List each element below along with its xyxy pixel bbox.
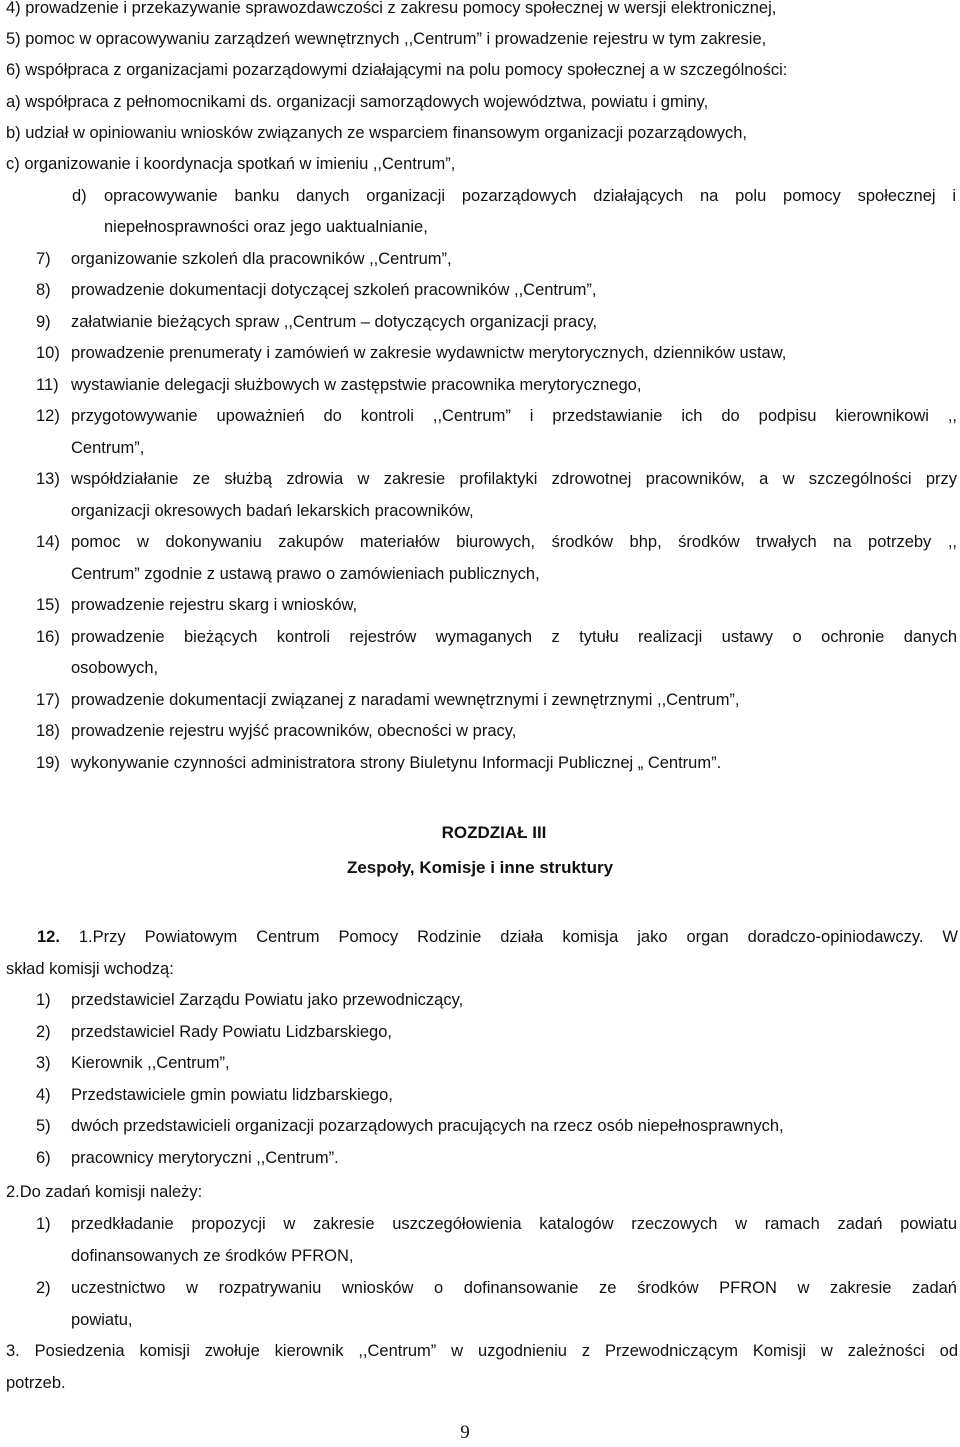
- list-number-19: 19): [36, 754, 60, 772]
- list-item-6c: c) organizowanie i koordynacja spotkań w imieniu ,,Centrum”,: [6, 155, 456, 173]
- list-number-7: 7): [36, 250, 51, 268]
- member-item: pracownicy merytoryczni ,,Centrum”.: [71, 1149, 339, 1167]
- section-12-intro: [6, 926, 958, 948]
- task-item: uczestnictwo w rozpatrywaniu wniosków o dofinansowanie ze środków PFRON w zakresie zadań: [71, 1279, 957, 1297]
- member-number: 3): [36, 1054, 51, 1072]
- member-number: 4): [36, 1086, 51, 1104]
- task-number: 2): [36, 1279, 51, 1297]
- member-item: Przedstawiciele gmin powiatu lidzbarskiego,: [71, 1086, 393, 1104]
- list-item-6: 6) współpraca z organizacjami pozarządowymi działającymi na polu pomocy społecznej a w szczególności:: [6, 61, 788, 79]
- member-number: 5): [36, 1117, 51, 1135]
- list-item-6a: a) współpraca z pełnomocnikami ds. organizacji samorządowych województwa, powiatu i gminy,: [6, 93, 709, 111]
- list-number-15: 15): [36, 596, 60, 614]
- member-number: 6): [36, 1149, 51, 1167]
- list-number-16: 16): [36, 628, 60, 646]
- list-item-13-cont: organizacji okresowych badań lekarskich pracowników,: [71, 502, 474, 520]
- list-number-17: 17): [36, 691, 60, 709]
- list-item-16-cont: osobowych,: [71, 659, 159, 677]
- member-item: przedstawiciel Zarządu Powiatu jako przewodniczący,: [71, 991, 464, 1009]
- list-item-6d: opracowywanie banku danych organizacji pozarządowych działających na polu pomocy społecznej i: [104, 187, 956, 205]
- task-item-cont: dofinansowanych ze środków PFRON,: [71, 1247, 354, 1265]
- list-item-6b: b) udział w opiniowaniu wniosków związanych ze wsparciem finansowym organizacji pozarządowych,: [6, 124, 748, 142]
- task-item: przedkładanie propozycji w zakresie uszczegółowienia katalogów rzeczowych w ramach zadań powiatu: [71, 1215, 957, 1233]
- list-number-13: 13): [36, 470, 60, 488]
- task-item-cont: powiatu,: [71, 1311, 133, 1329]
- list-item-14-cont: Centrum” zgodnie z ustawą prawo o zamówieniach publicznych,: [71, 565, 540, 583]
- list-item-10: prowadzenie prenumeraty i zamówień w zakresie wydawnictw merytorycznych, dzienników ustaw,: [71, 344, 787, 362]
- list-item-4: 4) prowadzenie i przekazywanie sprawozdawczości z zakresu pomocy społecznej w wersji elektronicznej,: [6, 0, 777, 17]
- list-item-13: współdziałanie ze służbą zdrowia w zakresie profilaktyki zdrowotnej pracowników, a w szczególności przy: [71, 470, 957, 488]
- list-item-16: prowadzenie bieżących kontroli rejestrów wymaganych z tytułu realizacji ustawy o ochronie danych: [71, 628, 957, 646]
- list-item-12-cont: Centrum”,: [71, 439, 145, 457]
- member-item: Kierownik ,,Centrum”,: [71, 1054, 230, 1072]
- list-number-10: 10): [36, 344, 60, 362]
- list-item-12: przygotowywanie upoważnień do kontroli ,,Centrum” i przedstawianie ich do podpisu kierownikowi ,,: [71, 407, 957, 425]
- page-number: 9: [460, 1422, 470, 1443]
- chapter-subtitle: Zespoły, Komisje i inne struktury: [346, 858, 614, 877]
- section-12-intro-text: 1.Przy Powiatowym Centrum Pomocy Rodzinie działa komisja jako organ doradczo-opiniodawczy. W: [59, 928, 958, 946]
- list-number-12: 12): [36, 407, 60, 425]
- member-item: przedstawiciel Rady Powiatu Lidzbarskiego,: [71, 1023, 392, 1041]
- section-12-intro-cont: skład komisji wchodzą:: [6, 960, 174, 978]
- paragraph-3: 3. Posiedzenia komisji zwołuje kierownik ,,Centrum” w uzgodnieniu z Przewodniczącym Komisji w zależności od: [6, 1342, 958, 1360]
- tasks-heading: 2.Do zadań komisji należy:: [6, 1183, 203, 1201]
- section-number: 12.: [37, 928, 60, 946]
- member-item: dwóch przedstawicieli organizacji pozarządowych pracujących na rzecz osób niepełnosprawnych,: [71, 1117, 784, 1135]
- list-number-6d: d): [72, 187, 87, 205]
- list-number-18: 18): [36, 722, 60, 740]
- list-number-8: 8): [36, 281, 51, 299]
- list-item-7: organizowanie szkoleń dla pracowników ,,Centrum”,: [71, 250, 452, 268]
- list-item-6d-cont: niepełnosprawności oraz jego uaktualnianie,: [104, 218, 428, 236]
- paragraph-3-cont: potrzeb.: [6, 1374, 66, 1392]
- list-item-15: prowadzenie rejestru skarg i wniosków,: [71, 596, 358, 614]
- list-number-9: 9): [36, 313, 51, 331]
- list-item-9: załatwianie bieżących spraw ,,Centrum – dotyczących organizacji pracy,: [71, 313, 598, 331]
- list-item-17: prowadzenie dokumentacji związanej z naradami wewnętrznymi i zewnętrznymi ,,Centrum”,: [71, 691, 740, 709]
- chapter-title: ROZDZIAŁ III: [441, 823, 547, 842]
- list-number-14: 14): [36, 533, 60, 551]
- list-number-11: 11): [36, 376, 59, 394]
- task-number: 1): [36, 1215, 51, 1233]
- member-number: 1): [36, 991, 51, 1009]
- list-item-18: prowadzenie rejestru wyjść pracowników, obecności w pracy,: [71, 722, 517, 740]
- list-item-5: 5) pomoc w opracowywaniu zarządzeń wewnętrznych ,,Centrum” i prowadzenie rejestru w tym zakresie,: [6, 30, 767, 48]
- list-item-14: pomoc w dokonywaniu zakupów materiałów biurowych, środków bhp, środków trwałych na potrzeby ,,: [71, 533, 957, 551]
- list-item-8: prowadzenie dokumentacji dotyczącej szkoleń pracowników ,,Centrum”,: [71, 281, 597, 299]
- member-number: 2): [36, 1023, 51, 1041]
- list-item-19: wykonywanie czynności administratora strony Biuletynu Informacji Publicznej „ Centrum”.: [71, 754, 722, 772]
- list-item-11: wystawianie delegacji służbowych w zastępstwie pracownika merytorycznego,: [71, 376, 642, 394]
